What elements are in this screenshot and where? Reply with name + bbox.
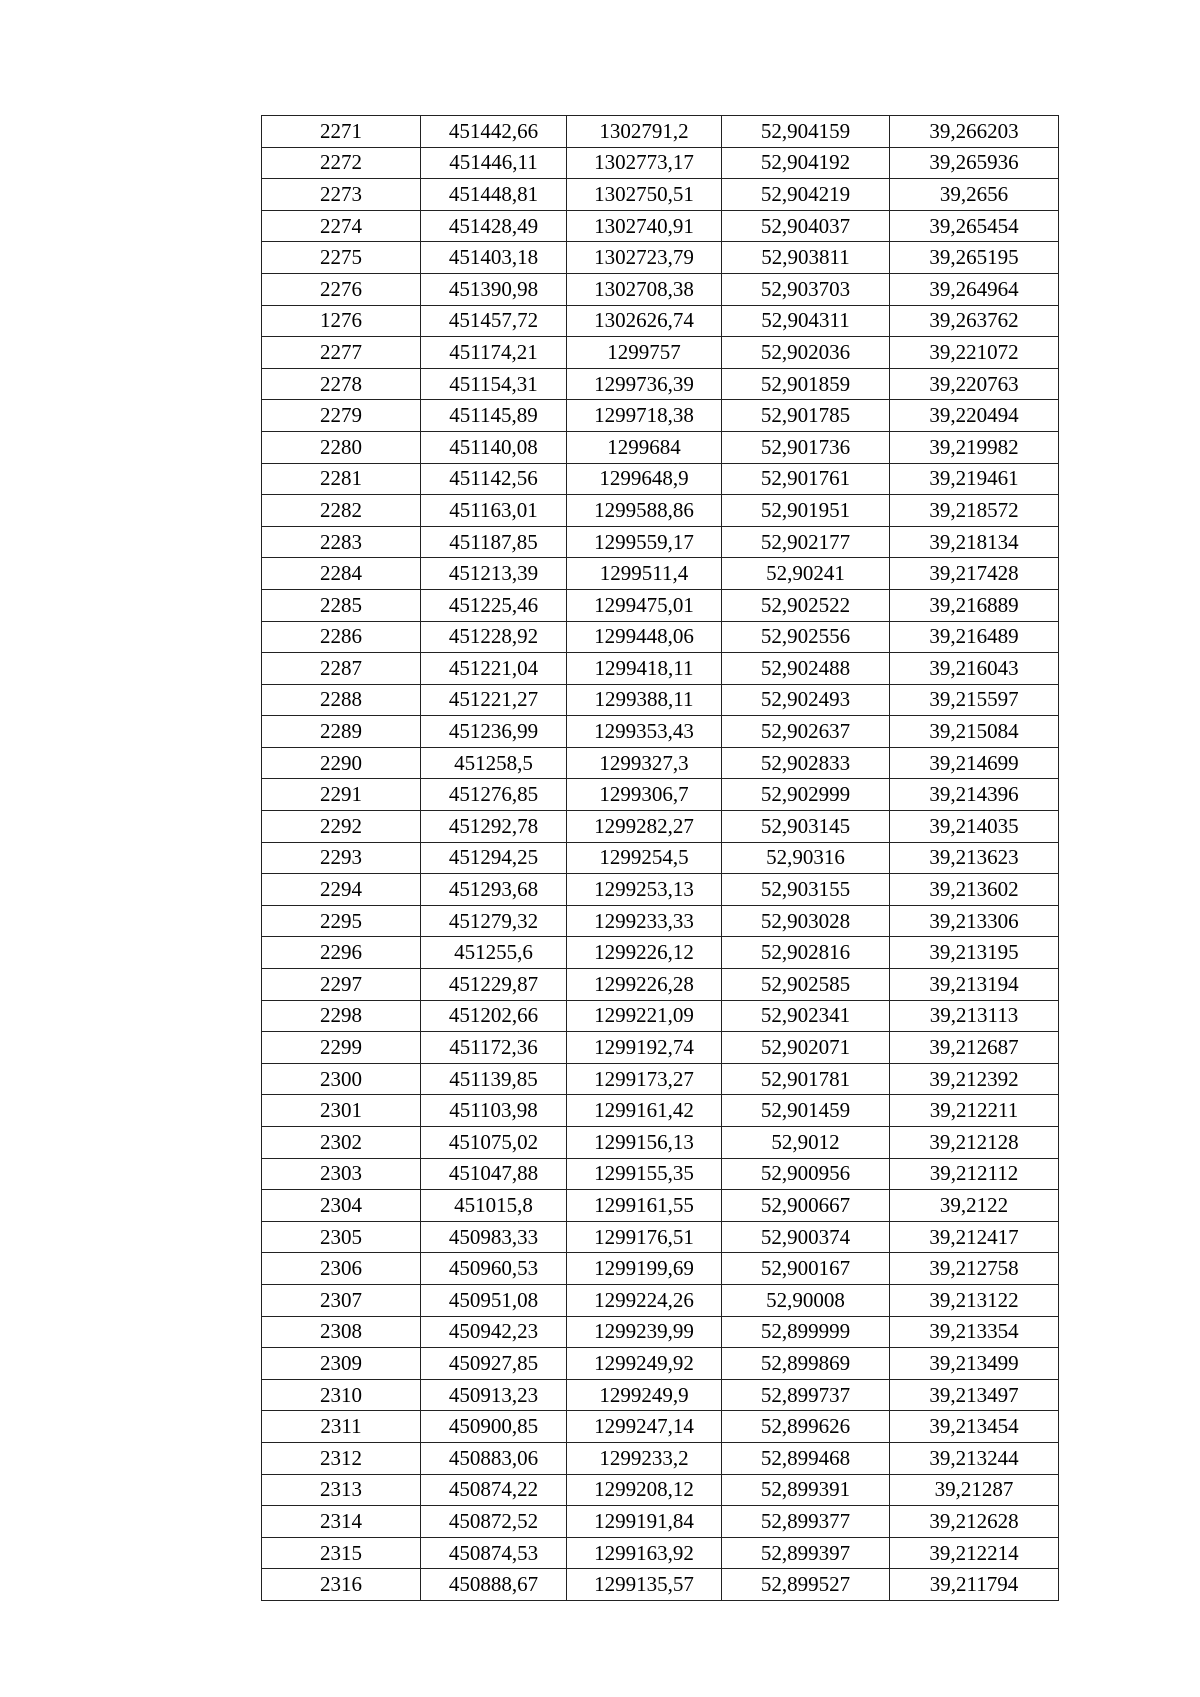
y-coordinate-cell: 1299208,12 (567, 1474, 722, 1506)
table-row (262, 747, 1059, 779)
y-coordinate-cell: 1299239,99 (567, 1316, 722, 1348)
point-number-cell: 2309 (262, 1348, 421, 1380)
x-coordinate-cell: 450872,52 (421, 1506, 567, 1538)
latitude-cell: 52,900374 (722, 1221, 890, 1253)
y-coordinate-cell: 1299221,09 (567, 1000, 722, 1032)
longitude-cell: 39,220763 (890, 368, 1059, 400)
longitude-cell: 39,219461 (890, 463, 1059, 495)
y-coordinate-cell: 1299224,26 (567, 1284, 722, 1316)
latitude-cell: 52,902816 (722, 937, 890, 969)
point-number-cell: 2284 (262, 558, 421, 590)
table-row (262, 305, 1059, 337)
x-coordinate-cell: 451457,72 (421, 305, 567, 337)
y-coordinate-cell: 1299306,7 (567, 779, 722, 811)
x-coordinate-cell: 451403,18 (421, 242, 567, 274)
point-number-cell: 2311 (262, 1411, 421, 1443)
latitude-cell: 52,899527 (722, 1569, 890, 1601)
x-coordinate-cell: 451221,04 (421, 653, 567, 685)
table-row (262, 400, 1059, 432)
x-coordinate-cell: 451229,87 (421, 969, 567, 1001)
point-number-cell: 2292 (262, 811, 421, 843)
point-number-cell: 2300 (262, 1063, 421, 1095)
latitude-cell: 52,902999 (722, 779, 890, 811)
table-row (262, 337, 1059, 369)
latitude-cell: 52,904037 (722, 210, 890, 242)
table-row (262, 463, 1059, 495)
y-coordinate-cell: 1299249,9 (567, 1379, 722, 1411)
table-row (262, 1158, 1059, 1190)
point-number-cell: 2303 (262, 1158, 421, 1190)
table-row (262, 1379, 1059, 1411)
table-row (262, 1537, 1059, 1569)
y-coordinate-cell: 1299475,01 (567, 589, 722, 621)
table-row (262, 1253, 1059, 1285)
table-row (262, 431, 1059, 463)
point-number-cell: 2285 (262, 589, 421, 621)
point-number-cell: 2297 (262, 969, 421, 1001)
longitude-cell: 39,213602 (890, 874, 1059, 906)
x-coordinate-cell: 450942,23 (421, 1316, 567, 1348)
table-row (262, 716, 1059, 748)
table-row (262, 1316, 1059, 1348)
y-coordinate-cell: 1299161,42 (567, 1095, 722, 1127)
longitude-cell: 39,265195 (890, 242, 1059, 274)
latitude-cell: 52,902036 (722, 337, 890, 369)
x-coordinate-cell: 451187,85 (421, 526, 567, 558)
table-row (262, 1190, 1059, 1222)
latitude-cell: 52,901859 (722, 368, 890, 400)
point-number-cell: 2310 (262, 1379, 421, 1411)
table-row (262, 589, 1059, 621)
point-number-cell: 2298 (262, 1000, 421, 1032)
x-coordinate-cell: 450960,53 (421, 1253, 567, 1285)
table-row (262, 937, 1059, 969)
table-row (262, 210, 1059, 242)
table-row (262, 273, 1059, 305)
x-coordinate-cell: 451390,98 (421, 273, 567, 305)
y-coordinate-cell: 1299511,4 (567, 558, 722, 590)
table-row (262, 558, 1059, 590)
latitude-cell: 52,900956 (722, 1158, 890, 1190)
table-row (262, 779, 1059, 811)
table-row (262, 621, 1059, 653)
y-coordinate-cell: 1302740,91 (567, 210, 722, 242)
table-row (262, 495, 1059, 527)
x-coordinate-cell: 451103,98 (421, 1095, 567, 1127)
y-coordinate-cell: 1299448,06 (567, 621, 722, 653)
table-row (262, 653, 1059, 685)
x-coordinate-cell: 451139,85 (421, 1063, 567, 1095)
longitude-cell: 39,221072 (890, 337, 1059, 369)
latitude-cell: 52,901459 (722, 1095, 890, 1127)
y-coordinate-cell: 1299156,13 (567, 1127, 722, 1159)
point-number-cell: 2282 (262, 495, 421, 527)
table-row (262, 1411, 1059, 1443)
latitude-cell: 52,902177 (722, 526, 890, 558)
longitude-cell: 39,213244 (890, 1442, 1059, 1474)
longitude-cell: 39,263762 (890, 305, 1059, 337)
longitude-cell: 39,212758 (890, 1253, 1059, 1285)
longitude-cell: 39,213122 (890, 1284, 1059, 1316)
x-coordinate-cell: 451015,8 (421, 1190, 567, 1222)
latitude-cell: 52,901785 (722, 400, 890, 432)
longitude-cell: 39,216043 (890, 653, 1059, 685)
latitude-cell: 52,901951 (722, 495, 890, 527)
longitude-cell: 39,216889 (890, 589, 1059, 621)
y-coordinate-cell: 1299226,28 (567, 969, 722, 1001)
point-number-cell: 2306 (262, 1253, 421, 1285)
latitude-cell: 52,899468 (722, 1442, 890, 1474)
point-number-cell: 2275 (262, 242, 421, 274)
x-coordinate-cell: 450900,85 (421, 1411, 567, 1443)
y-coordinate-cell: 1299191,84 (567, 1506, 722, 1538)
longitude-cell: 39,219982 (890, 431, 1059, 463)
point-number-cell: 2295 (262, 905, 421, 937)
latitude-cell: 52,904311 (722, 305, 890, 337)
point-number-cell: 2283 (262, 526, 421, 558)
longitude-cell: 39,212417 (890, 1221, 1059, 1253)
latitude-cell: 52,903145 (722, 811, 890, 843)
x-coordinate-cell: 450883,06 (421, 1442, 567, 1474)
y-coordinate-cell: 1299388,11 (567, 684, 722, 716)
longitude-cell: 39,216489 (890, 621, 1059, 653)
latitude-cell: 52,902637 (722, 716, 890, 748)
point-number-cell: 1276 (262, 305, 421, 337)
longitude-cell: 39,212392 (890, 1063, 1059, 1095)
y-coordinate-cell: 1299173,27 (567, 1063, 722, 1095)
longitude-cell: 39,213195 (890, 937, 1059, 969)
latitude-cell: 52,903155 (722, 874, 890, 906)
point-number-cell: 2277 (262, 337, 421, 369)
x-coordinate-cell: 451276,85 (421, 779, 567, 811)
y-coordinate-cell: 1302791,2 (567, 116, 722, 148)
table-row (262, 1221, 1059, 1253)
latitude-cell: 52,904219 (722, 179, 890, 211)
point-number-cell: 2314 (262, 1506, 421, 1538)
x-coordinate-cell: 451163,01 (421, 495, 567, 527)
y-coordinate-cell: 1299192,74 (567, 1032, 722, 1064)
latitude-cell: 52,902341 (722, 1000, 890, 1032)
longitude-cell: 39,213499 (890, 1348, 1059, 1380)
x-coordinate-cell: 451221,27 (421, 684, 567, 716)
x-coordinate-cell: 450888,67 (421, 1569, 567, 1601)
y-coordinate-cell: 1299161,55 (567, 1190, 722, 1222)
x-coordinate-cell: 451142,56 (421, 463, 567, 495)
point-number-cell: 2308 (262, 1316, 421, 1348)
latitude-cell: 52,899377 (722, 1506, 890, 1538)
point-number-cell: 2288 (262, 684, 421, 716)
longitude-cell: 39,213497 (890, 1379, 1059, 1411)
longitude-cell: 39,215084 (890, 716, 1059, 748)
point-number-cell: 2302 (262, 1127, 421, 1159)
longitude-cell: 39,266203 (890, 116, 1059, 148)
longitude-cell: 39,214035 (890, 811, 1059, 843)
y-coordinate-cell: 1299254,5 (567, 842, 722, 874)
point-number-cell: 2289 (262, 716, 421, 748)
y-coordinate-cell: 1299736,39 (567, 368, 722, 400)
longitude-cell: 39,218134 (890, 526, 1059, 558)
point-number-cell: 2273 (262, 179, 421, 211)
y-coordinate-cell: 1299327,3 (567, 747, 722, 779)
point-number-cell: 2312 (262, 1442, 421, 1474)
point-number-cell: 2294 (262, 874, 421, 906)
x-coordinate-cell: 450983,33 (421, 1221, 567, 1253)
latitude-cell: 52,90008 (722, 1284, 890, 1316)
longitude-cell: 39,212211 (890, 1095, 1059, 1127)
latitude-cell: 52,90316 (722, 842, 890, 874)
y-coordinate-cell: 1299233,2 (567, 1442, 722, 1474)
y-coordinate-cell: 1302708,38 (567, 273, 722, 305)
point-number-cell: 2276 (262, 273, 421, 305)
x-coordinate-cell: 450951,08 (421, 1284, 567, 1316)
longitude-cell: 39,213113 (890, 1000, 1059, 1032)
x-coordinate-cell: 451293,68 (421, 874, 567, 906)
latitude-cell: 52,903703 (722, 273, 890, 305)
table-row (262, 526, 1059, 558)
latitude-cell: 52,900167 (722, 1253, 890, 1285)
x-coordinate-cell: 451075,02 (421, 1127, 567, 1159)
y-coordinate-cell: 1302750,51 (567, 179, 722, 211)
longitude-cell: 39,214396 (890, 779, 1059, 811)
point-number-cell: 2274 (262, 210, 421, 242)
table-row (262, 905, 1059, 937)
latitude-cell: 52,899869 (722, 1348, 890, 1380)
point-number-cell: 2305 (262, 1221, 421, 1253)
y-coordinate-cell: 1299684 (567, 431, 722, 463)
x-coordinate-cell: 451442,66 (421, 116, 567, 148)
table-row (262, 874, 1059, 906)
latitude-cell: 52,902585 (722, 969, 890, 1001)
point-number-cell: 2313 (262, 1474, 421, 1506)
longitude-cell: 39,213194 (890, 969, 1059, 1001)
longitude-cell: 39,212112 (890, 1158, 1059, 1190)
y-coordinate-cell: 1299588,86 (567, 495, 722, 527)
y-coordinate-cell: 1299199,69 (567, 1253, 722, 1285)
x-coordinate-cell: 451172,36 (421, 1032, 567, 1064)
x-coordinate-cell: 450874,22 (421, 1474, 567, 1506)
table-row (262, 684, 1059, 716)
longitude-cell: 39,212628 (890, 1506, 1059, 1538)
longitude-cell: 39,212214 (890, 1537, 1059, 1569)
latitude-cell: 52,899737 (722, 1379, 890, 1411)
longitude-cell: 39,2122 (890, 1190, 1059, 1222)
y-coordinate-cell: 1302723,79 (567, 242, 722, 274)
x-coordinate-cell: 451140,08 (421, 431, 567, 463)
table-row (262, 147, 1059, 179)
x-coordinate-cell: 451292,78 (421, 811, 567, 843)
point-number-cell: 2291 (262, 779, 421, 811)
point-number-cell: 2290 (262, 747, 421, 779)
x-coordinate-cell: 451294,25 (421, 842, 567, 874)
latitude-cell: 52,899626 (722, 1411, 890, 1443)
latitude-cell: 52,904192 (722, 147, 890, 179)
longitude-cell: 39,220494 (890, 400, 1059, 432)
x-coordinate-cell: 451225,46 (421, 589, 567, 621)
longitude-cell: 39,21287 (890, 1474, 1059, 1506)
latitude-cell: 52,900667 (722, 1190, 890, 1222)
latitude-cell: 52,903811 (722, 242, 890, 274)
point-number-cell: 2272 (262, 147, 421, 179)
y-coordinate-cell: 1299233,33 (567, 905, 722, 937)
y-coordinate-cell: 1299155,35 (567, 1158, 722, 1190)
x-coordinate-cell: 450927,85 (421, 1348, 567, 1380)
longitude-cell: 39,213306 (890, 905, 1059, 937)
longitude-cell: 39,212687 (890, 1032, 1059, 1064)
latitude-cell: 52,902488 (722, 653, 890, 685)
y-coordinate-cell: 1302773,17 (567, 147, 722, 179)
table-row (262, 1474, 1059, 1506)
point-number-cell: 2307 (262, 1284, 421, 1316)
latitude-cell: 52,899397 (722, 1537, 890, 1569)
x-coordinate-cell: 451174,21 (421, 337, 567, 369)
x-coordinate-cell: 451154,31 (421, 368, 567, 400)
y-coordinate-cell: 1299253,13 (567, 874, 722, 906)
table-row (262, 1506, 1059, 1538)
latitude-cell: 52,903028 (722, 905, 890, 937)
table-row (262, 116, 1059, 148)
point-number-cell: 2286 (262, 621, 421, 653)
table-row (262, 811, 1059, 843)
latitude-cell: 52,902556 (722, 621, 890, 653)
point-number-cell: 2281 (262, 463, 421, 495)
x-coordinate-cell: 450913,23 (421, 1379, 567, 1411)
latitude-cell: 52,9012 (722, 1127, 890, 1159)
point-number-cell: 2280 (262, 431, 421, 463)
x-coordinate-cell: 451279,32 (421, 905, 567, 937)
latitude-cell: 52,902833 (722, 747, 890, 779)
table-row (262, 1442, 1059, 1474)
point-number-cell: 2278 (262, 368, 421, 400)
point-number-cell: 2304 (262, 1190, 421, 1222)
y-coordinate-cell: 1299163,92 (567, 1537, 722, 1569)
x-coordinate-cell: 450874,53 (421, 1537, 567, 1569)
longitude-cell: 39,214699 (890, 747, 1059, 779)
table-row (262, 1063, 1059, 1095)
longitude-cell: 39,264964 (890, 273, 1059, 305)
table-row (262, 242, 1059, 274)
point-number-cell: 2279 (262, 400, 421, 432)
longitude-cell: 39,211794 (890, 1569, 1059, 1601)
longitude-cell: 39,218572 (890, 495, 1059, 527)
x-coordinate-cell: 451145,89 (421, 400, 567, 432)
longitude-cell: 39,213623 (890, 842, 1059, 874)
y-coordinate-cell: 1299757 (567, 337, 722, 369)
y-coordinate-cell: 1299559,17 (567, 526, 722, 558)
latitude-cell: 52,904159 (722, 116, 890, 148)
x-coordinate-cell: 451428,49 (421, 210, 567, 242)
point-number-cell: 2316 (262, 1569, 421, 1601)
longitude-cell: 39,265454 (890, 210, 1059, 242)
x-coordinate-cell: 451047,88 (421, 1158, 567, 1190)
longitude-cell: 39,213454 (890, 1411, 1059, 1443)
y-coordinate-cell: 1299353,43 (567, 716, 722, 748)
longitude-cell: 39,215597 (890, 684, 1059, 716)
table-row (262, 1569, 1059, 1601)
x-coordinate-cell: 451202,66 (421, 1000, 567, 1032)
y-coordinate-cell: 1299226,12 (567, 937, 722, 969)
table-row (262, 1000, 1059, 1032)
table-row (262, 1284, 1059, 1316)
latitude-cell: 52,902493 (722, 684, 890, 716)
point-number-cell: 2301 (262, 1095, 421, 1127)
longitude-cell: 39,217428 (890, 558, 1059, 590)
latitude-cell: 52,902522 (722, 589, 890, 621)
latitude-cell: 52,902071 (722, 1032, 890, 1064)
latitude-cell: 52,901736 (722, 431, 890, 463)
x-coordinate-cell: 451446,11 (421, 147, 567, 179)
table-row (262, 969, 1059, 1001)
coordinates-table (261, 115, 1059, 1601)
coordinates-table-body (262, 116, 1059, 1601)
point-number-cell: 2287 (262, 653, 421, 685)
x-coordinate-cell: 451255,6 (421, 937, 567, 969)
y-coordinate-cell: 1299247,14 (567, 1411, 722, 1443)
latitude-cell: 52,901761 (722, 463, 890, 495)
y-coordinate-cell: 1299176,51 (567, 1221, 722, 1253)
x-coordinate-cell: 451236,99 (421, 716, 567, 748)
latitude-cell: 52,901781 (722, 1063, 890, 1095)
latitude-cell: 52,899999 (722, 1316, 890, 1348)
latitude-cell: 52,899391 (722, 1474, 890, 1506)
point-number-cell: 2299 (262, 1032, 421, 1064)
x-coordinate-cell: 451258,5 (421, 747, 567, 779)
point-number-cell: 2296 (262, 937, 421, 969)
x-coordinate-cell: 451228,92 (421, 621, 567, 653)
latitude-cell: 52,90241 (722, 558, 890, 590)
y-coordinate-cell: 1302626,74 (567, 305, 722, 337)
point-number-cell: 2271 (262, 116, 421, 148)
y-coordinate-cell: 1299648,9 (567, 463, 722, 495)
table-row (262, 1095, 1059, 1127)
table-row (262, 368, 1059, 400)
longitude-cell: 39,2656 (890, 179, 1059, 211)
x-coordinate-cell: 451448,81 (421, 179, 567, 211)
y-coordinate-cell: 1299249,92 (567, 1348, 722, 1380)
y-coordinate-cell: 1299418,11 (567, 653, 722, 685)
x-coordinate-cell: 451213,39 (421, 558, 567, 590)
point-number-cell: 2315 (262, 1537, 421, 1569)
y-coordinate-cell: 1299135,57 (567, 1569, 722, 1601)
y-coordinate-cell: 1299282,27 (567, 811, 722, 843)
longitude-cell: 39,265936 (890, 147, 1059, 179)
longitude-cell: 39,213354 (890, 1316, 1059, 1348)
table-row (262, 1348, 1059, 1380)
table-row (262, 1127, 1059, 1159)
point-number-cell: 2293 (262, 842, 421, 874)
table-row (262, 842, 1059, 874)
table-row (262, 1032, 1059, 1064)
longitude-cell: 39,212128 (890, 1127, 1059, 1159)
table-row (262, 179, 1059, 211)
y-coordinate-cell: 1299718,38 (567, 400, 722, 432)
